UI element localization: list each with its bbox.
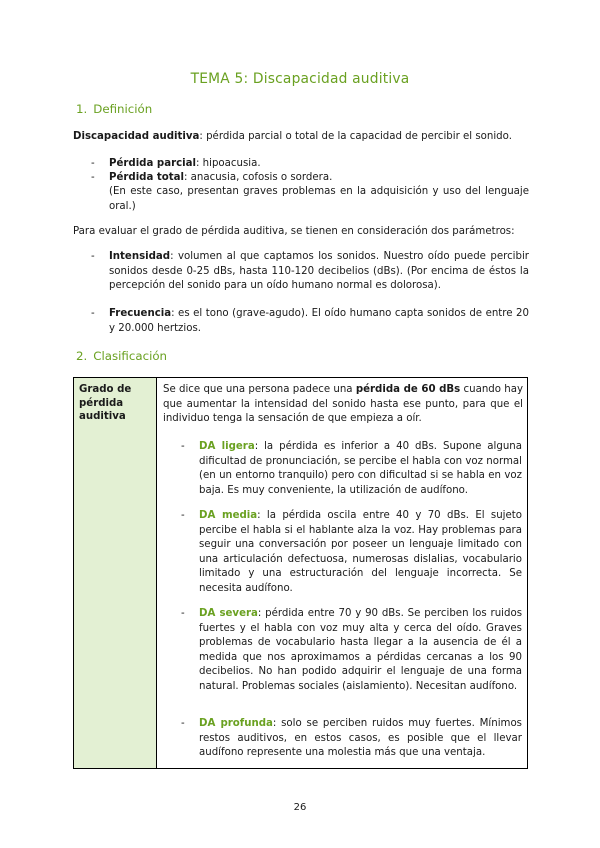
list-item-intensidad xyxy=(109,250,529,294)
list-dash: - xyxy=(91,172,95,183)
list-dash: - xyxy=(181,441,185,452)
table-label-cell xyxy=(74,378,157,769)
list-item-perdida-total xyxy=(109,171,529,186)
definition-paragraph xyxy=(73,130,529,145)
level-text: : solo se perciben ruidos muy fuertes. Mínimos restos auditivos, en estos casos, es posible que el llevar audífono represente una molestia más que una ventaja. xyxy=(199,718,522,759)
page-title: TEMA 5: Discapacidad auditiva xyxy=(190,71,410,87)
section-number: 2. xyxy=(76,349,88,363)
section-title: Definición xyxy=(93,102,153,116)
table-label: Grado de pérdida auditiva xyxy=(79,384,132,423)
section-number: 1. xyxy=(76,102,88,116)
list-term: Pérdida total xyxy=(109,172,185,183)
level-da-severa xyxy=(199,607,522,695)
list-dash: - xyxy=(91,158,95,169)
list-dash: - xyxy=(181,608,185,619)
level-da-media xyxy=(199,509,522,597)
level-da-profunda xyxy=(199,717,522,761)
page-number: 26 xyxy=(293,802,307,813)
list-term: Intensidad xyxy=(109,251,171,262)
list-item-frecuencia xyxy=(109,307,529,336)
table-intro: Se dice que una persona padece una pérdida de 60 dBs cuando hay que aumentar la intensidad del sonido hasta ese punto, para que el individuo tenga la sensación de que empieza a oír. xyxy=(163,384,523,425)
list-term: Frecuencia xyxy=(109,308,172,319)
level-text: : pérdida entre 70 y 90 dBs. Se perciben los ruidos fuertes y el habla con voz muy alta y cerca del oído. Graves problemas de vocabulario hasta llegar a la ausencia de él a medida que nos aproximamos a pérdidas cercanas a los 90 decibelios. No han podido adquirir el lenguaje de una forma natural. Problemas sociales (aislamiento). Necesitan audífono. xyxy=(199,608,522,692)
list-dash: - xyxy=(181,510,185,521)
section-heading-clasificacion xyxy=(76,349,167,364)
level-da-ligera xyxy=(199,440,522,498)
section-heading-definicion xyxy=(76,102,152,117)
list-text: : hipoacusia. xyxy=(196,158,261,169)
params-intro: Para evaluar el grado de pérdida auditiva, se tienen en consideración dos parámetros: xyxy=(73,226,515,237)
definition-text: : pérdida parcial o total de la capacidad de percibir el sonido. xyxy=(199,131,512,142)
intro-bold: pérdida de 60 dBs xyxy=(355,384,461,395)
classification-table xyxy=(73,377,528,769)
level-text: : la pérdida es inferior a 40 dBs. Supone alguna dificultad de pronunciación, se percibe el habla con voz normal (en un entorno tranquilo) pero con dificultad si se habla en voz baja. Es muy conveniente, la utilización de audífono. xyxy=(199,441,522,496)
list-item-perdida-parcial xyxy=(109,157,529,172)
list-text: : volumen al que captamos los sonidos. Nuestro oído puede percibir sonidos desde 0-25 dBs, hasta 110-120 decibelios (dBs). (Por encima de éstos la percepción del sonido para un oído humano normal es dolorosa). xyxy=(109,251,529,292)
list-item-note: (En este caso, presentan graves problemas en la adquisición y uso del lenguaje oral.) xyxy=(109,186,529,212)
list-text: : anacusia, cofosis o sordera. xyxy=(184,172,333,183)
level-term: DA ligera xyxy=(199,441,255,452)
level-term: DA profunda xyxy=(199,718,273,729)
level-term: DA media xyxy=(199,510,258,521)
list-dash: - xyxy=(91,308,95,319)
level-text: : la pérdida oscila entre 40 y 70 dBs. El sujeto percibe el habla si el hablante alza la voz. Hay problemas para seguir una conversación por poseer un lenguaje limitado con una articulación defectuosa, numerosas dislalias, vocabulario limitado y una estructuración del lenguaje incorrecta. Se necesita audífono. xyxy=(199,510,523,594)
list-text: : es el tono (grave-agudo). El oído humano capta sonidos de entre 20 y 20.000 hertzios. xyxy=(109,308,529,334)
definition-term: Discapacidad auditiva xyxy=(73,131,200,142)
level-term: DA severa xyxy=(199,608,258,619)
list-term: Pérdida parcial xyxy=(109,158,196,169)
table-content-cell xyxy=(157,378,528,769)
section-title: Clasificación xyxy=(93,349,168,363)
list-dash: - xyxy=(91,251,95,262)
list-dash: - xyxy=(181,718,185,729)
